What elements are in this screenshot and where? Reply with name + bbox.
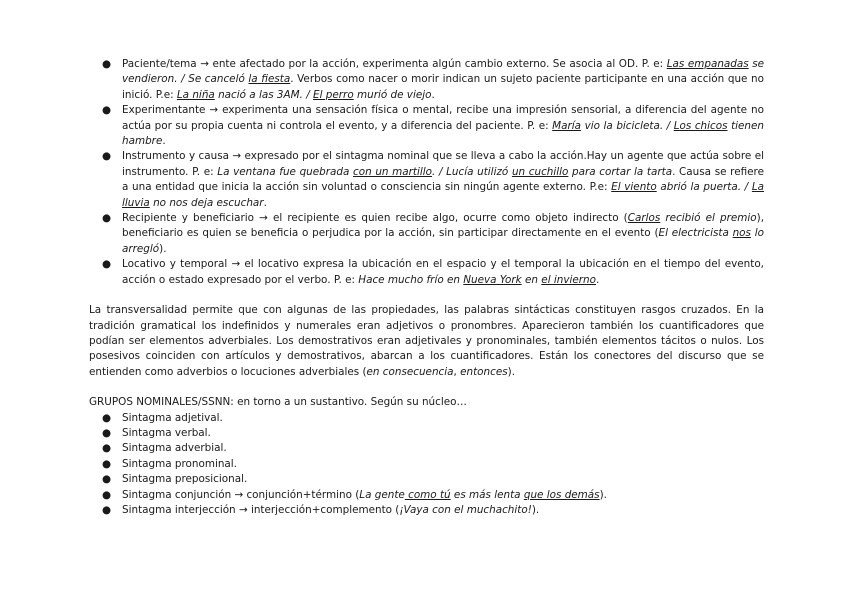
italic-example: La ventana fue quebrada xyxy=(217,165,354,178)
bullet-icon: ● xyxy=(102,258,112,271)
item-text: Sintagma adverbial. xyxy=(122,442,227,455)
item-text: Paciente/tema → ente afectado por la acción, experimenta algún cambio externo. Se asocia al OD. P. e: xyxy=(122,58,667,70)
underlined-example: María xyxy=(552,119,582,132)
item-text: . xyxy=(431,88,435,101)
paragraph-example-2: entonces xyxy=(460,365,508,378)
underlined-example: Los chicos xyxy=(673,119,728,132)
italic-example: . / Lucía utilizó xyxy=(432,165,512,178)
underlined-example: Nueva York xyxy=(463,273,522,286)
underlined-example: El perro xyxy=(313,88,354,101)
underlined-example: el invierno xyxy=(541,273,596,286)
item-text: . Causa se refiere a una entidad que inicia la acción sin voluntad o consciencia sin ningún agente externo. P.e: xyxy=(122,165,764,194)
italic-example: en xyxy=(521,273,542,286)
group-list-item xyxy=(89,457,764,472)
italic-example: recibió el premio xyxy=(660,212,757,225)
italic-example: Hace mucho frío en xyxy=(358,273,464,286)
spacer xyxy=(89,380,764,395)
item-text: . xyxy=(263,196,267,209)
bullet-icon: ● xyxy=(102,104,112,117)
underlined-example: La lluvia xyxy=(122,181,765,209)
bullet-icon: ● xyxy=(102,58,112,70)
italic-example: no nos deja escuchar xyxy=(149,196,264,209)
role-list-item xyxy=(89,57,764,103)
item-text: . xyxy=(162,135,166,148)
item-text: Instrumento y causa → expresado por el sintagma nominal que se lleva a cabo la acción.Hay un agente que actúa sobre el instrumento. P. e: xyxy=(122,150,764,178)
italic-example: es más lenta xyxy=(450,488,524,501)
section-heading: GRUPOS NOMINALES/SSNN: en torno a un sustantivo. Según su núcleo… xyxy=(89,396,467,409)
paragraph-close: ). xyxy=(507,365,515,378)
item-text: ), beneficiario es quien se beneficia o perjudica por la acción, sin participar directamente en el evento ( xyxy=(122,212,765,240)
italic-example: se vendieron. / Se canceló xyxy=(122,58,765,86)
item-text: . Verbos como nacer o morir indican un sujeto paciente participante en una acción que no inició. P.e: xyxy=(122,73,764,101)
item-text: ). xyxy=(599,488,607,501)
italic-example: La gente xyxy=(359,488,405,501)
group-list-item xyxy=(89,488,764,503)
underlined-example: un cuchillo xyxy=(511,165,569,178)
underlined-example: que los demás xyxy=(523,488,600,501)
group-list-item xyxy=(89,441,764,456)
role-list-item xyxy=(89,103,764,149)
bullet-icon: ● xyxy=(102,411,112,424)
item-text: Sintagma verbal. xyxy=(122,426,211,439)
item-text: Recipiente y beneficiario → el recipiente es quien recibe algo, ocurre como objeto indirecto ( xyxy=(122,212,628,225)
bullet-icon: ● xyxy=(102,473,112,486)
bullet-icon: ● xyxy=(102,426,112,439)
item-text: Sintagma adjetival. xyxy=(122,411,223,424)
item-text: . xyxy=(596,273,600,286)
group-list-item xyxy=(89,503,764,518)
item-text: Sintagma pronominal. xyxy=(122,457,237,470)
italic-example: lo arregló xyxy=(122,227,764,255)
bullet-icon: ● xyxy=(102,150,112,163)
role-list-item xyxy=(89,257,764,288)
nominal-groups-list xyxy=(89,411,764,519)
underlined-example: La niña xyxy=(176,88,215,101)
item-text: ). xyxy=(159,242,167,255)
semantic-roles-list xyxy=(89,57,764,288)
group-list-item xyxy=(89,426,764,441)
italic-example: El electricista xyxy=(658,227,733,240)
bullet-icon: ● xyxy=(102,212,112,225)
transversality-paragraph xyxy=(89,303,764,380)
underlined-example: nos xyxy=(732,227,751,240)
italic-example: tienen hambre xyxy=(122,119,764,148)
paragraph-example-1: en consecuencia xyxy=(366,365,454,378)
underlined-example: Carlos xyxy=(627,212,661,225)
item-text: Sintagma preposicional. xyxy=(122,473,248,486)
group-list-item xyxy=(89,472,764,487)
italic-example: vio la bicicleta. / xyxy=(581,119,674,132)
italic-example: murió de viejo xyxy=(353,88,432,101)
underlined-example: con un martillo xyxy=(353,165,433,178)
role-list-item xyxy=(89,149,764,211)
italic-example: ¡Vaya con el muchachito! xyxy=(399,503,532,516)
paragraph-text: La transversalidad permite que con algunas de las propiedades, las palabras sintácticas constituyen rasgos cruzados. En la tradición gramatical los indefinidos y numerales eran adjetivos o pronombres. Aparecieron también los cuantificadores que podían ser elementos adverbiales. Los demostrativos eran adjetivales y pronominales, también elementos tácitos o nulos. Los posesivos coinciden con artículos y demostrativos, abarcan a los cuantificadores. Están los conectores del discurso que se entienden como adverbios o locuciones adverbiales ( xyxy=(89,304,764,378)
underlined-example: como tú xyxy=(404,488,451,501)
underlined-example: El viento xyxy=(611,181,657,194)
bullet-icon: ● xyxy=(102,457,112,470)
item-text: Experimentante → experimenta una sensación física o mental, recibe una impresión sensorial, a diferencia del agente no actúa por su propia cuenta ni controla el evento, y a diferencia del paciente. P. e: xyxy=(122,104,764,132)
bullet-icon: ● xyxy=(102,488,112,501)
bullet-icon: ● xyxy=(102,442,112,455)
item-text: Sintagma interjección → interjección+complemento ( xyxy=(122,503,400,516)
item-text: ). xyxy=(531,503,540,516)
item-text: Locativo y temporal → el locativo expresa la ubicación en el espacio y el temporal la ubicación en el tiempo del evento, acción o estado expresado por el verbo. P. e: xyxy=(122,258,764,286)
bullet-icon: ● xyxy=(102,503,112,516)
italic-example: para cortar la tarta xyxy=(568,165,673,178)
underlined-example: Las empanadas xyxy=(666,58,749,70)
group-list-item xyxy=(89,411,764,426)
italic-example: abrió la puerta. / xyxy=(656,181,752,194)
paragraph-separator: , xyxy=(453,365,461,378)
role-list-item xyxy=(89,211,764,257)
item-text: Sintagma conjunción → conjunción+término ( xyxy=(122,488,360,501)
underlined-example: la fiesta xyxy=(248,73,291,86)
italic-example: nació a las 3AM. / xyxy=(214,88,314,101)
